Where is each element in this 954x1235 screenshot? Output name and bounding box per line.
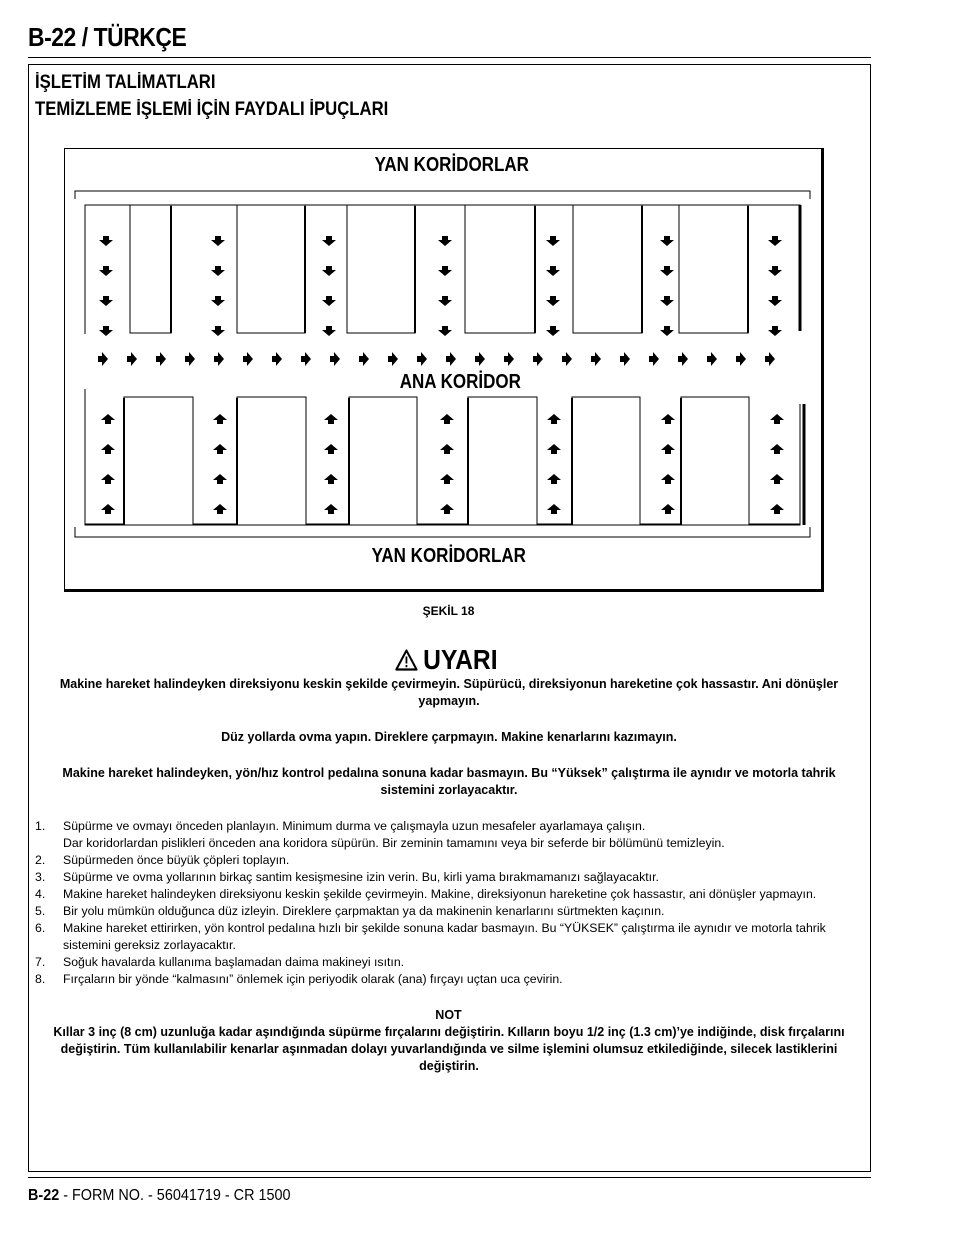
warning-paragraph: Makine hareket halindeyken direksiyonu keskin şekilde çevirmeyin. Süpürücü, direksiyonun hareketine çok hassastır. Ani dönüşler yapmayın. [59,677,839,708]
shelf-top [347,205,415,333]
list-item [35,869,865,886]
arrow-down-icon [660,326,674,336]
list-item-text: Süpürme ve ovmayı önceden planlayın. Minimum durma ve çalışmayla uzun mesafeler ayarlamaya çalışın. [63,819,646,833]
list-item [35,954,865,971]
list-item-text: Süpürme ve ovma yollarının birkaç santim kesişmesine izin verin. Bu, kirli yama bırakmamanızı sağlayacaktır. [63,870,659,884]
page-title: B-22 / TÜRKÇE [28,22,187,52]
warning-paragraph: Düz yollarda ovma yapın. Direklere çarpmayın. Makine kenarlarını kazımayın. [221,730,677,744]
arrow-down-icon [322,296,336,306]
arrow-right-icon [649,352,659,366]
arrow-down-icon [546,326,560,336]
list-item [35,920,865,954]
arrow-up-icon [440,444,454,454]
list-item-text-continued: Dar koridorlardan pislikleri önceden ana koridora süpürün. Bir zeminin tamamını veya bir seferde bir bölümünü temizleyin. [63,836,725,850]
arrow-down-icon [546,266,560,276]
arrow-down-icon [438,236,452,246]
arrow-up-icon [101,414,115,424]
arrow-right-icon [707,352,717,366]
list-item-number: 6. [35,921,46,935]
list-item [35,971,865,988]
arrow-up-icon [101,474,115,484]
list-item-number: 1. [35,819,46,833]
arrow-down-icon [768,266,782,276]
arrow-up-icon [101,504,115,514]
arrow-right-icon [475,352,485,366]
arrow-right-icon [98,352,108,366]
warning-title: UYARI [423,644,498,675]
list-item-number: 7. [35,955,46,969]
list-item [35,886,865,903]
note-body: Kıllar 3 inç (8 cm) uzunluğa kadar aşındığında süpürme fırçalarını değiştirin. Kılların boyu 1/2 inç (1.3 cm)’ye indiğinde, disk fırçalarını değiştirin. Tüm kullanılabilir kenarlar aşınmadan dolayı yuvarlandığında ve silme işlemini olumsuz etkilediğinde, silecek lastiklerini değiştirin. [53,1025,845,1073]
arrow-down-icon [322,266,336,276]
arrow-right-icon [243,352,253,366]
arrow-right-icon [388,352,398,366]
shelf-bottom [237,397,306,525]
section-title: İŞLETİM TALİMATLARI [35,72,216,93]
arrow-right-icon [562,352,572,366]
arrow-up-icon [213,414,227,424]
list-item-number: 3. [35,870,46,884]
arrow-up-icon [547,474,561,484]
list-item [35,903,865,920]
arrow-down-icon [660,296,674,306]
arrow-up-icon [324,444,338,454]
arrow-up-icon [213,444,227,454]
arrow-right-icon [301,352,311,366]
arrow-up-icon [440,474,454,484]
arrow-down-icon [546,296,560,306]
list-item-text: Makine hareket halindeyken direksiyonu keskin şekilde çevirmeyin. Makine, direksiyonun hareketine çok hassastır, ani dönüşler yapmayın. [63,887,817,901]
main-aisle-label: ANA KORİDOR [399,371,521,393]
list-item-text: Soğuk havalarda kullanıma başlamadan daima makineyi ısıtın. [63,955,405,969]
arrow-right-icon [504,352,514,366]
list-item-text: Süpürmeden önce büyük çöpleri toplayın. [63,853,290,867]
arrow-up-icon [770,414,784,424]
list-item-text: Fırçaların bir yönde “kalmasını” önlemek için periyodik olarak (ana) fırçayı uçtan uca çevirin. [63,972,563,986]
footer-page-number: B-22 [28,1187,60,1204]
shelf-top [679,205,748,333]
side-aisles-bottom-label: YAN KORİDORLAR [371,545,526,567]
shelf-top [465,205,535,333]
arrow-right-icon [330,352,340,366]
shelf-bottom [468,397,537,525]
arrow-down-icon [438,326,452,336]
arrow-down-icon [211,326,225,336]
arrow-right-icon [620,352,630,366]
list-item-number: 5. [35,904,46,918]
arrow-down-icon [99,296,113,306]
arrow-down-icon [438,266,452,276]
arrow-down-icon [211,296,225,306]
arrow-up-icon [213,504,227,514]
arrow-up-icon [770,474,784,484]
footer-divider [28,1177,871,1178]
arrow-down-icon [211,236,225,246]
shelf-top [130,205,171,333]
shelf-bottom [124,397,193,525]
side-aisles-top-label: YAN KORİDORLAR [374,154,529,176]
arrow-down-icon [660,236,674,246]
arrow-right-icon [417,352,427,366]
arrow-up-icon [661,504,675,514]
arrow-up-icon [770,504,784,514]
arrow-up-icon [440,504,454,514]
arrow-up-icon [547,414,561,424]
arrow-right-icon [591,352,601,366]
aisle-diagram-drawing [65,149,821,589]
list-item-text: Makine hareket ettirirken, yön kontrol pedalına hızlı bir şekilde sonuna kadar basmayın. Bu “YÜKSEK” çalıştırma ile aynıdır ve motorla tahrik sistemini gereksiz zorlayacaktır. [63,921,826,952]
arrow-right-icon [127,352,137,366]
arrow-up-icon [661,474,675,484]
section-subtitle: TEMİZLEME İŞLEMİ İÇİN FAYDALI İPUÇLARI [35,99,389,120]
note-title: NOT [435,1008,462,1022]
arrow-up-icon [661,414,675,424]
arrow-down-icon [322,326,336,336]
instruction-list [35,818,865,988]
arrow-down-icon [99,266,113,276]
list-item-text: Bir yolu mümkün olduğunca düz izleyin. Direklere çarpmaktan ya da makinenin kenarlarını sürtmekten kaçının. [63,904,665,918]
arrow-down-icon [322,236,336,246]
arrow-right-icon [359,352,369,366]
arrow-right-icon [185,352,195,366]
arrow-up-icon [101,444,115,454]
arrow-up-icon [661,444,675,454]
arrow-down-icon [99,326,113,336]
arrow-up-icon [547,504,561,514]
arrow-up-icon [440,414,454,424]
arrow-up-icon [324,414,338,424]
shelf-bottom [572,397,640,525]
arrow-down-icon [438,296,452,306]
arrow-right-icon [156,352,166,366]
arrow-down-icon [768,236,782,246]
shelf-bottom [681,397,749,525]
arrow-down-icon [768,296,782,306]
bottom-aisle-outline [75,527,810,537]
arrow-right-icon [678,352,688,366]
arrow-down-icon [546,236,560,246]
page-footer [28,1187,291,1205]
arrow-up-icon [213,474,227,484]
arrow-up-icon [547,444,561,454]
arrow-right-icon [736,352,746,366]
list-item [35,818,865,852]
list-item [35,852,865,869]
arrow-right-icon [765,352,775,366]
list-item-number: 8. [35,972,46,986]
list-item-number: 4. [35,887,46,901]
figure-caption: ŞEKİL 18 [422,604,475,618]
arrow-up-icon [770,444,784,454]
arrow-down-icon [660,266,674,276]
shelf-top [573,205,642,333]
list-item-number: 2. [35,853,46,867]
arrow-right-icon [214,352,224,366]
warning-triangle-icon [395,649,418,671]
arrow-down-icon [768,326,782,336]
top-aisle-outline [75,191,810,199]
footer-form-number: - FORM NO. - 56041719 - CR 1500 [59,1187,291,1204]
arrow-right-icon [272,352,282,366]
header-divider [28,57,871,58]
arrow-right-icon [533,352,543,366]
arrow-up-icon [324,504,338,514]
warning-heading [395,644,498,676]
arrow-right-icon [446,352,456,366]
warning-paragraph: Makine hareket halindeyken, yön/hız kontrol pedalına sonuna kadar basmayın. Bu “Yüksek” çalıştırma ile aynıdır ve motorla tahrik sistemini zorlayacaktır. [62,766,836,797]
arrow-down-icon [99,236,113,246]
shelf-bottom [349,397,417,525]
shelf-top [237,205,305,333]
arrow-down-icon [211,266,225,276]
aisle-cleaning-diagram [64,148,824,592]
arrow-up-icon [324,474,338,484]
